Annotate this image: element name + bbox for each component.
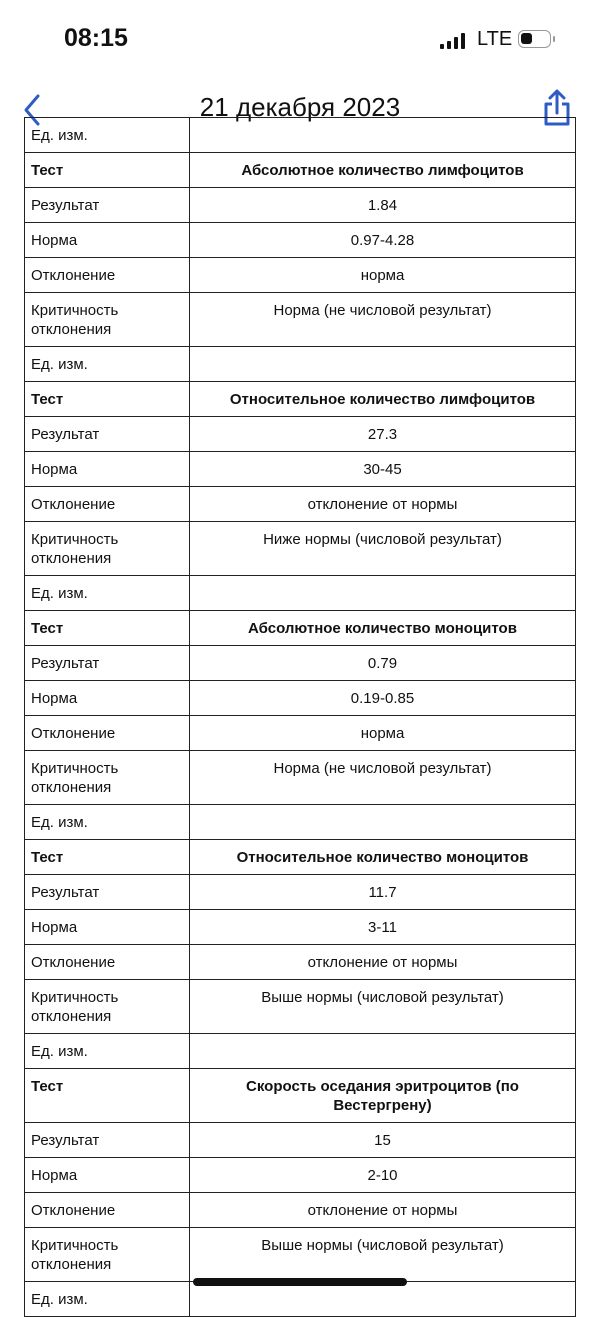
row-value-criticality: Ниже нормы (числовой результат) (190, 522, 576, 576)
row-value-deviation: отклонение от нормы (190, 945, 576, 980)
network-label: LTE (477, 28, 513, 50)
table-row (25, 875, 576, 910)
status-time: 08:15 (64, 24, 128, 52)
table-row (25, 293, 576, 347)
row-value-result: 11.7 (190, 875, 576, 910)
row-label: Тест (25, 840, 190, 875)
test-header-row (25, 382, 576, 417)
row-value-criticality: Норма (не числовой результат) (190, 751, 576, 805)
row-value-unit (190, 347, 576, 382)
table-row (25, 805, 576, 840)
table-row (25, 1123, 576, 1158)
table-row (25, 980, 576, 1034)
row-value-unit (190, 805, 576, 840)
row-value-test: Относительное количество моноцитов (190, 840, 576, 875)
row-label: Норма (25, 1158, 190, 1193)
table-row (25, 452, 576, 487)
row-value-criticality: Норма (не числовой результат) (190, 293, 576, 347)
row-value-result: 15 (190, 1123, 576, 1158)
row-label: Критичность отклонения (25, 980, 190, 1034)
row-label: Результат (25, 1123, 190, 1158)
row-label: Норма (25, 452, 190, 487)
row-label: Норма (25, 910, 190, 945)
table-row (25, 576, 576, 611)
row-label: Отклонение (25, 716, 190, 751)
status-bar (0, 0, 600, 80)
row-value-norm: 30-45 (190, 452, 576, 487)
row-value-test: Абсолютное количество моноцитов (190, 611, 576, 646)
row-label: Отклонение (25, 945, 190, 980)
row-label: Результат (25, 188, 190, 223)
row-value-norm: 3-11 (190, 910, 576, 945)
row-label: Тест (25, 611, 190, 646)
row-value-norm: 0.97-4.28 (190, 223, 576, 258)
row-value-norm: 0.19-0.85 (190, 681, 576, 716)
row-value-norm: 2-10 (190, 1158, 576, 1193)
table-row (25, 1158, 576, 1193)
table-row (25, 223, 576, 258)
row-value-unit (190, 1034, 576, 1069)
home-indicator[interactable] (193, 1278, 407, 1286)
row-label: Отклонение (25, 258, 190, 293)
row-value-criticality: Выше нормы (числовой результат) (190, 980, 576, 1034)
row-label: Критичность отклонения (25, 293, 190, 347)
row-value-deviation: норма (190, 716, 576, 751)
table-row (25, 1228, 576, 1282)
table-row (25, 522, 576, 576)
row-value-deviation: норма (190, 258, 576, 293)
row-value-test: Относительное количество лимфоцитов (190, 382, 576, 417)
table-row (25, 1282, 576, 1317)
row-label: Ед. изм. (25, 1034, 190, 1069)
table-row (25, 118, 576, 153)
results-table-viewport[interactable] (24, 127, 577, 1308)
row-label: Критичность отклонения (25, 522, 190, 576)
table-row (25, 487, 576, 522)
row-value-criticality: Выше нормы (числовой результат) (190, 1228, 576, 1282)
test-header-row (25, 1069, 576, 1123)
row-label: Критичность отклонения (25, 751, 190, 805)
battery-icon (518, 30, 551, 48)
row-label: Ед. изм. (25, 1282, 190, 1317)
row-label: Критичность отклонения (25, 1228, 190, 1282)
row-label: Ед. изм. (25, 347, 190, 382)
row-label: Результат (25, 646, 190, 681)
row-label: Ед. изм. (25, 576, 190, 611)
row-label: Результат (25, 417, 190, 452)
row-value-test: Абсолютное количество лимфоцитов (190, 153, 576, 188)
row-value (190, 118, 576, 153)
signal-icon (440, 33, 465, 49)
row-label: Тест (25, 382, 190, 417)
table-row (25, 681, 576, 716)
page-title: 21 декабря 2023 (199, 92, 401, 122)
table-row (25, 1034, 576, 1069)
row-value-deviation: отклонение от нормы (190, 1193, 576, 1228)
table-row (25, 258, 576, 293)
table-row (25, 945, 576, 980)
results-table (24, 117, 576, 1317)
table-row (25, 188, 576, 223)
table-row (25, 347, 576, 382)
row-value-result: 27.3 (190, 417, 576, 452)
row-value-test: Скорость оседания эритроцитов (по Вестергрену) (190, 1069, 576, 1123)
test-header-row (25, 840, 576, 875)
row-label: Результат (25, 875, 190, 910)
table-row (25, 751, 576, 805)
test-header-row (25, 153, 576, 188)
row-label: Норма (25, 681, 190, 716)
row-value-result: 1.84 (190, 188, 576, 223)
row-label: Тест (25, 153, 190, 188)
table-row (25, 1193, 576, 1228)
row-value-deviation: отклонение от нормы (190, 487, 576, 522)
table-row (25, 716, 576, 751)
row-value-result: 0.79 (190, 646, 576, 681)
row-label: Тест (25, 1069, 190, 1123)
row-label: Отклонение (25, 487, 190, 522)
table-row (25, 646, 576, 681)
table-row (25, 417, 576, 452)
test-header-row (25, 611, 576, 646)
row-label: Ед. изм. (25, 118, 190, 153)
table-row (25, 910, 576, 945)
row-value-unit (190, 576, 576, 611)
row-label: Отклонение (25, 1193, 190, 1228)
row-value-unit (190, 1282, 576, 1317)
row-label: Ед. изм. (25, 805, 190, 840)
row-label: Норма (25, 223, 190, 258)
